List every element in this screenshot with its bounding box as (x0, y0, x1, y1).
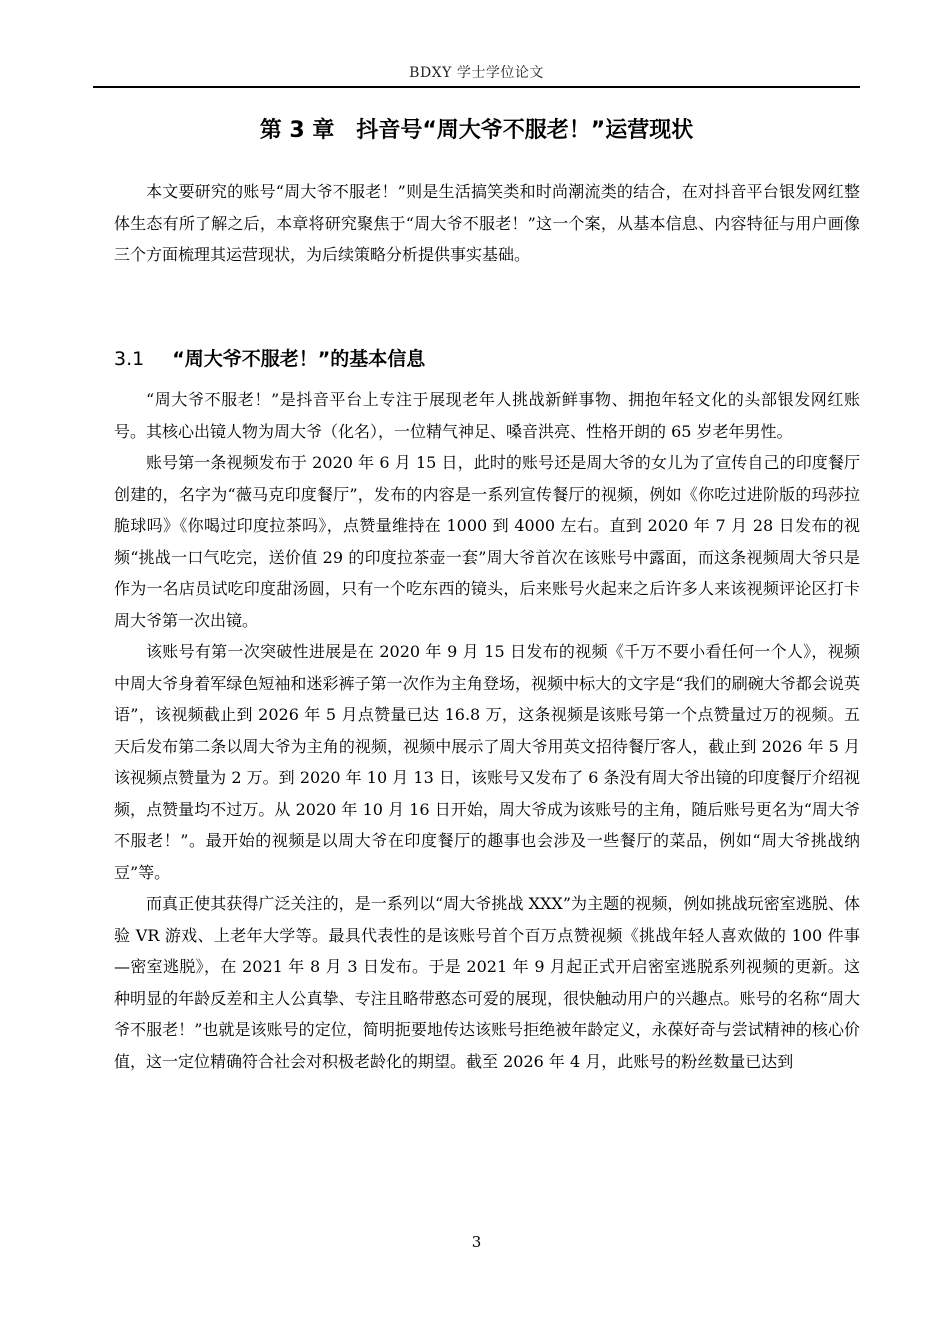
intro-section (114, 176, 860, 271)
section-number: 3.1 (114, 348, 145, 370)
section-title: “周大爷不服老！”的基本信息 (172, 348, 426, 370)
chapter-title: 第 3 章 抖音号“周大爷不服老！”运营现状 (259, 118, 694, 143)
section-heading (114, 344, 860, 371)
header-rule (93, 86, 860, 88)
page-number: 3 (471, 1233, 482, 1251)
body-paragraph-2: 账号第一条视频发布于 2020 年 6 月 15 日，此时的账号还是周大爷的女儿为了宣传自己的印度餐厅创建的，名字为“薇马克印度餐厅”，发布的内容是一系列宣传餐厅的视频，例如《你吃过进阶版的玛莎拉脆球吗》《你喝过印度拉茶吗》，点赞量维持在 1000 到 4000 左右。直到 2020 年 7 月 28 日发布的视频“挑战一口气吃完，送价值 29 的印度拉茶壶一套”周大爷首次在该账号中露面，而这条视频周大爷只是作为一名店员试吃印度甜汤圆，只有一个吃东西的镜头，后来账号火起来之后许多人来该视频评论区打卡周大爷第一次出镜。 (114, 453, 860, 630)
section-body (114, 384, 860, 1077)
body-paragraph-4: 而真正使其获得广泛关注的，是一系列以“周大爷挑战 XXX”为主题的视频，例如挑战玩密室逃脱、体验 VR 游戏、上老年大学等。最具代表性的是该账号首个百万点赞视频《挑战年轻人喜欢做的 100 件事—密室逃脱》，在 2021 年 8 月 3 日发布。于是 2021 年 9 月起正式开启密室逃脱系列视频的更新。这种明显的年龄反差和主人公真挚、专注且略带憨态可爱的展现，很快触动用户的兴趣点。账号的名称“周大爷不服老！”也就是该账号的定位，简明扼要地传达该账号拒绝被年龄定义，永葆好奇与尝试精神的核心价值，这一定位精确符合社会对积极老龄化的期望。截至 2026 年 4 月，此账号的粉丝数量已达到 (114, 894, 860, 1071)
running-header: BDXY 学士学位论文 (409, 65, 544, 81)
intro-paragraph: 本文要研究的账号“周大爷不服老！”则是生活搞笑类和时尚潮流类的结合，在对抖音平台银发网红整体生态有所了解之后，本章将研究聚焦于“周大爷不服老！”这一个案，从基本信息、内容特征与用户画像三个方面梳理其运营现状，为后续策略分析提供事实基础。 (114, 182, 860, 264)
body-paragraph-1: “周大爷不服老！”是抖音平台上专注于展现老年人挑战新鲜事物、拥抱年轻文化的头部银发网红账号。其核心出镜人物为周大爷（化名），一位精气神足、嗓音洪亮、性格开朗的 65 岁老年男性。 (114, 390, 860, 441)
body-paragraph-3: 该账号有第一次突破性进展是在 2020 年 9 月 15 日发布的视频《千万不要小看任何一个人》，视频中周大爷身着军绿色短袖和迷彩裤子第一次作为主角登场，视频中标大的文字是“我们的刷碗大爷都会说英语”，该视频截止到 2026 年 5 月点赞量已达 16.8 万，这条视频是该账号第一个点赞量过万的视频。五天后发布第二条以周大爷为主角的视频，视频中展示了周大爷用英文招待餐厅客人，截止到 2026 年 5 月该视频点赞量为 2 万。到 2020 年 10 月 13 日，该账号又发布了 6 条没有周大爷出镜的印度餐厅介绍视频，点赞量均不过万。从 2020 年 10 月 16 日开始，周大爷成为该账号的主角，随后账号更名为“周大爷不服老！”。最开始的视频是以周大爷在印度餐厅的趣事也会涉及一些餐厅的菜品，例如“周大爷挑战纳豆”等。 (114, 642, 860, 882)
